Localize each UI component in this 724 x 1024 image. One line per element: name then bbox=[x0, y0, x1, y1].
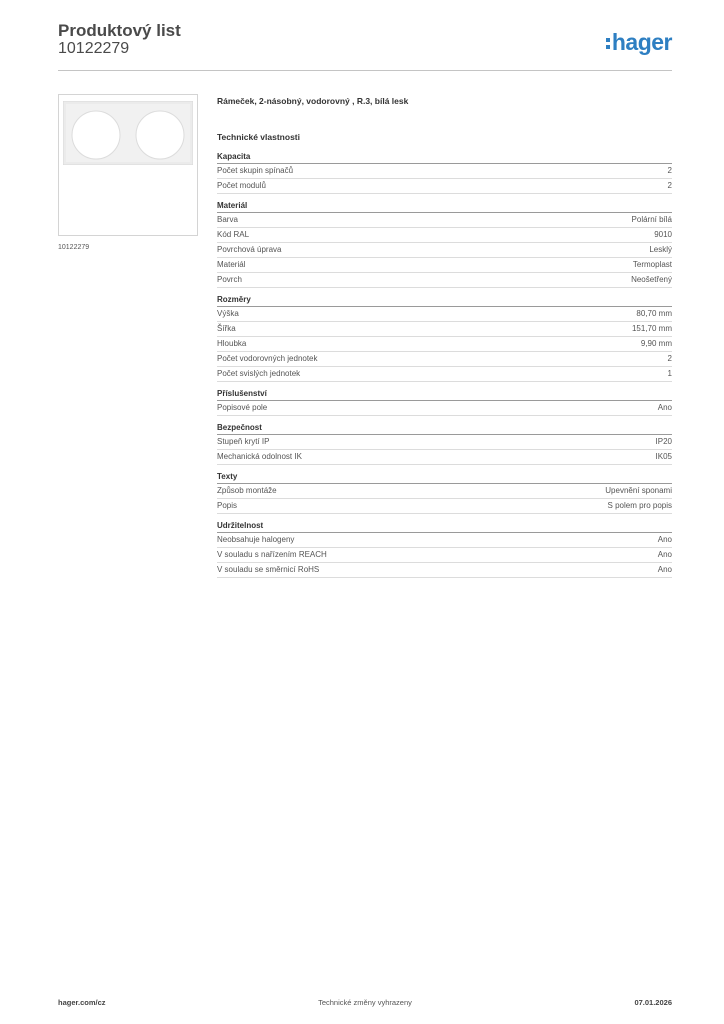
footer-website: hager.com/cz bbox=[58, 998, 106, 1007]
spec-group bbox=[217, 422, 672, 465]
spec-label: Barva bbox=[217, 215, 238, 224]
page-footer bbox=[58, 998, 672, 1012]
spec-label: Neobsahuje halogeny bbox=[217, 535, 295, 544]
spec-group bbox=[217, 471, 672, 514]
header-divider bbox=[58, 70, 672, 71]
spec-label: Stupeň krytí IP bbox=[217, 437, 270, 446]
spec-label: V souladu s nařízením REACH bbox=[217, 550, 327, 559]
spec-group bbox=[217, 200, 672, 288]
spec-row bbox=[217, 322, 672, 337]
spec-label: Počet svislých jednotek bbox=[217, 369, 301, 378]
spec-label: Kód RAL bbox=[217, 230, 250, 239]
spec-label: V souladu se směrnicí RoHS bbox=[217, 565, 320, 574]
page-title: Produktový list bbox=[58, 21, 181, 40]
spec-value: Ano bbox=[657, 565, 672, 574]
spec-group bbox=[217, 294, 672, 382]
spec-row bbox=[217, 258, 672, 273]
spec-label: Povrch bbox=[217, 275, 242, 284]
spec-value: Neošetřený bbox=[631, 275, 672, 284]
spec-label: Popis bbox=[217, 501, 238, 510]
spec-value: 9,90 mm bbox=[640, 339, 672, 348]
footer-date: 07.01.2026 bbox=[634, 998, 672, 1007]
spec-group-title: Kapacita bbox=[217, 151, 672, 164]
spec-groups bbox=[217, 151, 672, 578]
spec-label: Způsob montáže bbox=[217, 486, 277, 495]
spec-value: 80,70 mm bbox=[636, 309, 672, 318]
spec-value: S polem pro popis bbox=[607, 501, 672, 510]
spec-row bbox=[217, 548, 672, 563]
spec-value: Upevnění sponami bbox=[605, 486, 672, 495]
product-image bbox=[58, 94, 198, 236]
image-caption: 10122279 bbox=[58, 244, 90, 251]
spec-group-title: Příslušenství bbox=[217, 388, 672, 401]
spec-row bbox=[217, 213, 672, 228]
logo-mark-icon bbox=[606, 35, 610, 52]
page-header bbox=[58, 20, 672, 70]
spec-value: IK05 bbox=[655, 452, 672, 461]
spec-label: Materiál bbox=[217, 260, 246, 269]
spec-group bbox=[217, 151, 672, 194]
spec-group-title: Bezpečnost bbox=[217, 422, 672, 435]
spec-row bbox=[217, 228, 672, 243]
spec-label: Hloubka bbox=[217, 339, 247, 348]
spec-value: 2 bbox=[667, 181, 672, 190]
spec-row bbox=[217, 401, 672, 416]
spec-value: 2 bbox=[667, 166, 672, 175]
spec-row bbox=[217, 307, 672, 322]
spec-row bbox=[217, 367, 672, 382]
spec-row bbox=[217, 450, 672, 465]
spec-row bbox=[217, 435, 672, 450]
spec-value: IP20 bbox=[655, 437, 672, 446]
hager-logo bbox=[606, 29, 672, 56]
spec-value: Ano bbox=[657, 535, 672, 544]
section-heading: Technické vlastnosti bbox=[217, 132, 300, 142]
spec-value: 9010 bbox=[654, 230, 672, 239]
spec-label: Povrchová úprava bbox=[217, 245, 282, 254]
spec-group-title: Udržitelnost bbox=[217, 520, 672, 533]
spec-value: 2 bbox=[667, 354, 672, 363]
spec-row bbox=[217, 337, 672, 352]
spec-label: Počet vodorovných jednotek bbox=[217, 354, 318, 363]
spec-label: Mechanická odolnost IK bbox=[217, 452, 302, 461]
spec-row bbox=[217, 533, 672, 548]
spec-group-title: Rozměry bbox=[217, 294, 672, 307]
spec-value: Ano bbox=[657, 550, 672, 559]
spec-value: 151,70 mm bbox=[631, 324, 672, 333]
logo-text: hager bbox=[611, 29, 672, 55]
spec-label: Počet modulů bbox=[217, 181, 266, 190]
spec-label: Výška bbox=[217, 309, 239, 318]
spec-row bbox=[217, 273, 672, 288]
spec-row bbox=[217, 243, 672, 258]
spec-value: Polární bílá bbox=[631, 215, 672, 224]
double-frame-icon bbox=[63, 101, 193, 165]
spec-group bbox=[217, 388, 672, 416]
spec-group bbox=[217, 520, 672, 578]
spec-value: 1 bbox=[667, 369, 672, 378]
spec-group-title: Texty bbox=[217, 471, 672, 484]
spec-value: Lesklý bbox=[649, 245, 672, 254]
product-code: 10122279 bbox=[58, 40, 130, 57]
spec-label: Počet skupin spínačů bbox=[217, 166, 294, 175]
spec-content bbox=[217, 96, 672, 578]
spec-row bbox=[217, 484, 672, 499]
spec-label: Šířka bbox=[217, 324, 236, 333]
footer-notice: Technické změny vyhrazeny bbox=[318, 998, 412, 1007]
product-name: Rámeček, 2-násobný, vodorovný , R.3, bílá lesk bbox=[217, 96, 409, 106]
spec-row bbox=[217, 563, 672, 578]
spec-label: Popisové pole bbox=[217, 403, 268, 412]
spec-value: Termoplast bbox=[632, 260, 672, 269]
spec-value: Ano bbox=[657, 403, 672, 412]
spec-row bbox=[217, 352, 672, 367]
spec-row bbox=[217, 179, 672, 194]
spec-group-title: Materiál bbox=[217, 200, 672, 213]
spec-row bbox=[217, 164, 672, 179]
spec-row bbox=[217, 499, 672, 514]
